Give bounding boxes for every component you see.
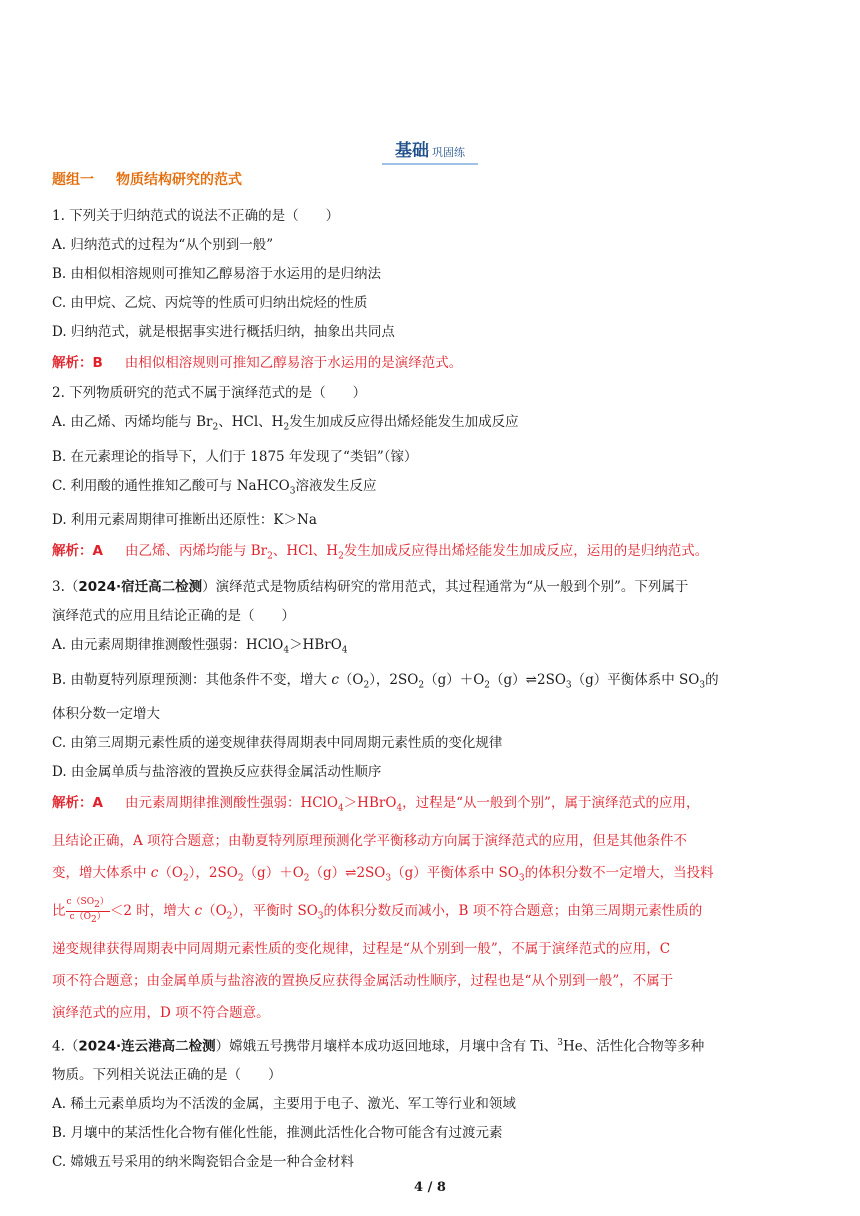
answer-label: 解析： bbox=[52, 543, 93, 560]
q1-option-a: A. 归纳范式的过程为“从个别到一般” bbox=[52, 237, 274, 253]
group-label: 题组一 bbox=[52, 172, 94, 188]
q1-option-b: B. 由相似相溶规则可推知乙醇易溶于水运用的是归纳法 bbox=[52, 266, 382, 282]
question-3 bbox=[52, 573, 812, 1028]
section-title-sub: 巩固练 bbox=[432, 146, 465, 159]
section-title-main: 基础 bbox=[395, 141, 429, 161]
q3-answer bbox=[52, 787, 812, 1028]
question-1 bbox=[52, 202, 812, 379]
question-2 bbox=[52, 379, 812, 573]
q3-answer-line3: 变，增大体系中 $c(O_2)$，$2SO_2(g)+O_2(g)\rightleftharpoons 2SO_3(g)$平衡体系中 $SO_3$的体积分数不一定增大，当投料 bbox=[52, 865, 714, 884]
q4-stem: 4.（2024·连云港高二检测）嫦娥五号携带月壤样本成功返回地球，月壤中含有 Ti、$^3$He、活性化合物等多种 bbox=[52, 1037, 705, 1054]
q3-answer-line5: 递变规律获得周期表中同周期元素性质的变化规律，过程是“从个别到一般”，不属于演绎范式的应用，C bbox=[52, 940, 671, 957]
q2-option-d: D. 利用元素周期律可推断出还原性：K＞Na bbox=[52, 512, 317, 529]
q3-option-a: A. 由元素周期律推测酸性强弱：HClO$_4$＞HBrO$_4$ bbox=[52, 637, 348, 656]
q2-option-c: C. 利用酸的通性推知乙酸可与 NaHCO$_3$溶液发生反应 bbox=[52, 477, 377, 497]
answer-key: A bbox=[92, 795, 103, 812]
q3-option-d: D. 由金属单质与盐溶液的置换反应获得金属活动性顺序 bbox=[52, 764, 382, 781]
ratio-fraction: $\frac{c(SO_2)}{c(O_2)}$ bbox=[66, 897, 109, 925]
q3-answer-line7: 演绎范式的应用，D 项不符合题意。 bbox=[52, 1004, 270, 1021]
q3-answer-line2: 且结论正确，A 项符合题意；由勒夏特列原理预测化学平衡移动方向属于演绎范式的应用，但是其他条件不 bbox=[52, 833, 688, 850]
q3-option-c: C. 由第三周期元素性质的递变规律获得周期表中同周期元素性质的变化规律 bbox=[52, 735, 503, 752]
q3-answer-line1: 解析：A 由元素周期律推测酸性强弱：HClO$_4$＞HBrO$_4$，过程是“从一般到个别”，属于演绎范式的应用， bbox=[52, 795, 700, 815]
answer-text: 由相似相溶规则可推知乙醇易溶于水运用的是演绎范式。 bbox=[124, 355, 463, 371]
answer-key: B bbox=[92, 355, 103, 371]
q3-option-b: B. 由勒夏特列原理预测：其他条件不变，增大 $c(O_2)$，$2SO_2(g)+O_2(g)\rightleftharpoons 2SO_3(g)$平衡体系中 $SO_3$的 bbox=[52, 671, 719, 691]
q4-option-c: C. 嫦娥五号采用的纳米陶瓷铝合金是一种合金材料 bbox=[52, 1154, 354, 1170]
q4-source: 2024·连云港高二检测 bbox=[78, 1038, 216, 1054]
q3-answer-line6: 项不符合题意；由金属单质与盐溶液的置换反应获得金属活动性顺序，过程也是“从个别到一般”，不属于 bbox=[52, 972, 674, 989]
group-title bbox=[52, 169, 242, 189]
question-list bbox=[52, 202, 812, 1177]
q1-stem: 1. 下列关于归纳范式的说法不正确的是（ ） bbox=[52, 208, 340, 224]
page-number: 4 / 8 bbox=[414, 1180, 446, 1195]
q3-stem-line2: 演绎范式的应用且结论正确的是（ ） bbox=[52, 608, 295, 625]
q3-stem: 3.（2024·宿迁高二检测）演绎范式是物质结构研究的常用范式，其过程通常为“从一般到个别”。下列属于 bbox=[52, 579, 689, 596]
q2-option-a: A. 由乙烯、丙烯均能与 $Br_2$、HCl、$H_2$发生加成反应得出烯烃能发生加成反应 bbox=[52, 414, 519, 433]
q4-option-b: B. 月壤中的某活性化合物有催化性能，推测此活性化合物可能含有过渡元素 bbox=[52, 1125, 503, 1141]
q3-option-b-line2: 体积分数一定增大 bbox=[52, 706, 160, 723]
q2-answer: 解析：A 由乙烯、丙烯均能与 $Br_2$、HCl、$H_2$发生加成反应得出烯烃能发生加成反应，运用的是归纳范式。 bbox=[52, 543, 709, 563]
q4-option-a: A. 稀土元素单质均为不活泼的金属，主要用于电子、激光、军工等行业和领域 bbox=[52, 1096, 516, 1112]
group-name: 物质结构研究的范式 bbox=[116, 172, 242, 188]
question-4 bbox=[52, 1029, 812, 1178]
answer-label: 解析： bbox=[52, 355, 93, 371]
q4-stem-line2: 物质。下列相关说法正确的是（ ） bbox=[52, 1067, 282, 1083]
q1-option-d: D. 归纳范式，就是根据事实进行概括归纳，抽象出共同点 bbox=[52, 324, 395, 340]
answer-label: 解析： bbox=[52, 795, 93, 812]
q3-answer-line4: 比 $\frac{c(SO_2)}{c(O_2)}$ ＜2 时，增大 $c(O_2)$，平衡时 $SO_3$的体积分数反而减小，B 项不符合题意；由第三周期元素性质的 bbox=[52, 897, 703, 925]
section-title bbox=[0, 136, 860, 165]
q1-answer bbox=[52, 347, 812, 379]
answer-key: A bbox=[92, 543, 103, 560]
q1-option-c: C. 由甲烷、乙烷、丙烷等的性质可归纳出烷烃的性质 bbox=[52, 295, 368, 311]
section-title-underline bbox=[382, 163, 478, 165]
q2-stem: 2. 下列物质研究的范式不属于演绎范式的是（ ） bbox=[52, 385, 367, 401]
q2-option-b: B. 在元素理论的指导下，人们于 1875 年发现了“类铝”（镓） bbox=[52, 448, 418, 465]
q3-source: 2024·宿迁高二检测 bbox=[78, 579, 203, 596]
